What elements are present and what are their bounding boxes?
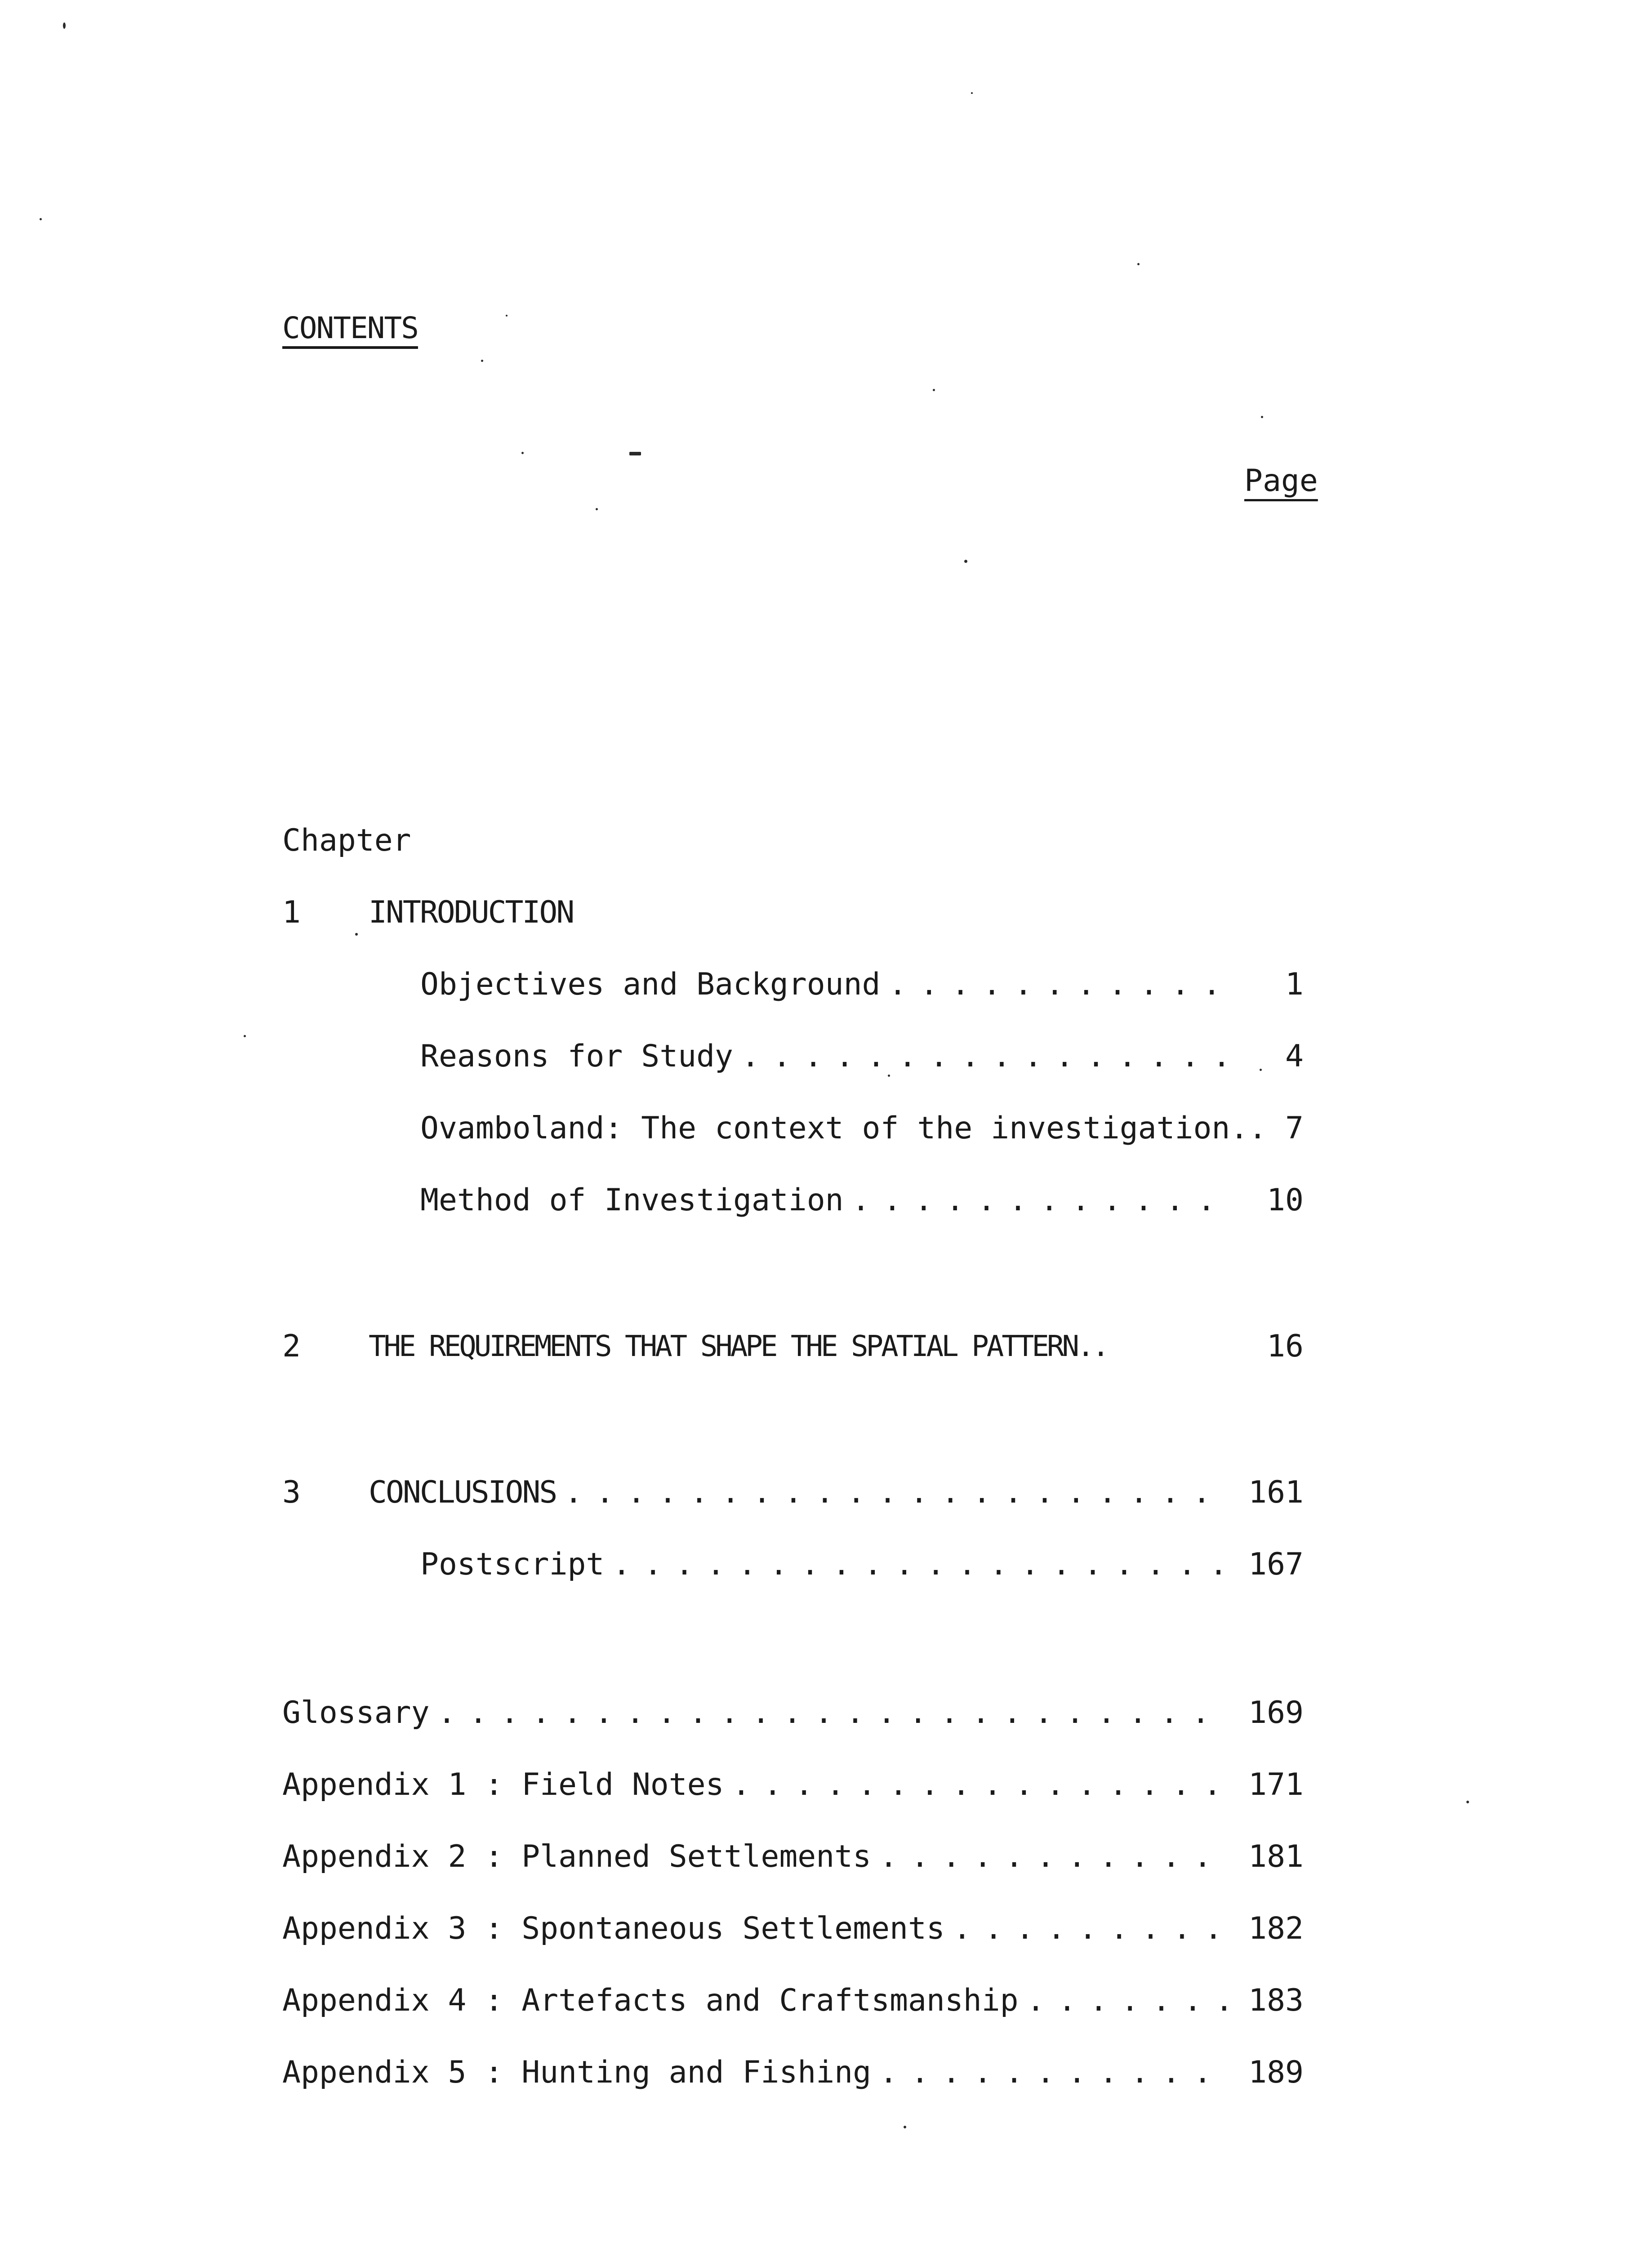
- scan-speck: [1261, 416, 1263, 418]
- back-matter-page: 182: [1248, 1911, 1304, 1946]
- toc-entry-title: Method of Investigation: [420, 1182, 844, 1218]
- scan-speck: [521, 452, 524, 454]
- chapter-3-page: 161: [1248, 1475, 1304, 1510]
- back-matter-title: Appendix 2 : Planned Settlements: [282, 1839, 872, 1874]
- back-matter-page: 189: [1248, 2055, 1304, 2090]
- back-matter-page: 169: [1248, 1695, 1304, 1731]
- chapter-2-page: 16: [1267, 1329, 1304, 1364]
- chapter-3-title: CONCLUSIONS: [369, 1475, 557, 1510]
- toc-entry-page: 167: [1248, 1547, 1304, 1582]
- back-matter-page: 171: [1248, 1767, 1304, 1802]
- chapter-3-entry: [369, 1475, 1229, 1511]
- leader-dots: [724, 1767, 1229, 1803]
- leader-dots: [556, 1475, 1229, 1511]
- chapter-label: Chapter: [282, 823, 411, 858]
- toc-entry-title: Ovamboland: The context of the investigation..: [420, 1111, 1267, 1146]
- leader-dots: [945, 1911, 1229, 1947]
- chapter-1-number: 1: [282, 895, 301, 930]
- leader-dots: [871, 1839, 1229, 1875]
- scan-speck: [971, 92, 973, 94]
- leader-dots: [1019, 1983, 1229, 2019]
- chapter-1-title: INTRODUCTION: [369, 895, 574, 930]
- chapter-2-entry: [369, 1329, 1229, 1365]
- toc-entry-title: Reasons for Study: [420, 1039, 733, 1074]
- leader-dots: [881, 967, 1230, 1003]
- scan-speck: [244, 1035, 246, 1037]
- back-matter-entry: [282, 1983, 1229, 2019]
- toc-entry: [420, 1111, 1267, 1146]
- back-matter-entry: [282, 1911, 1229, 1947]
- leader-dots: [871, 2055, 1229, 2091]
- back-matter-entry: [282, 2055, 1229, 2091]
- back-matter-title: Appendix 1 : Field Notes: [282, 1767, 724, 1802]
- leader-dots: [430, 1695, 1229, 1731]
- back-matter-title: Glossary: [282, 1695, 430, 1731]
- scan-speck: [1137, 263, 1140, 265]
- chapter-2-number: 2: [282, 1329, 301, 1364]
- scan-speck: [1466, 1801, 1469, 1803]
- scan-speck: [63, 22, 66, 29]
- back-matter-entry: [282, 1767, 1229, 1803]
- scan-speck: [629, 452, 641, 455]
- back-matter-title: Appendix 5 : Hunting and Fishing: [282, 2055, 872, 2090]
- page-column-label: Page: [1244, 463, 1318, 499]
- chapter-2-title: THE REQUIREMENTS THAT SHAPE THE SPATIAL PATTERN..: [369, 1330, 1108, 1363]
- toc-entry-title: Postscript: [420, 1547, 605, 1582]
- scan-speck: [933, 389, 935, 391]
- toc-entry: [420, 1039, 1229, 1075]
- toc-entry-title: Objectives and Background: [420, 967, 881, 1002]
- chapter-3-number: 3: [282, 1475, 301, 1510]
- back-matter-page: 181: [1248, 1839, 1304, 1874]
- toc-entry: [420, 967, 1229, 1003]
- scan-speck: [888, 1075, 890, 1077]
- toc-entry-page: 7: [1285, 1111, 1304, 1146]
- scan-speck: [481, 360, 483, 362]
- toc-entry-page: 4: [1285, 1039, 1304, 1074]
- scan-speck: [1260, 1069, 1262, 1071]
- scan-speck: [506, 315, 508, 317]
- scan-speck: [40, 218, 42, 220]
- leader-dots: [604, 1547, 1229, 1583]
- scan-speck: [964, 560, 967, 563]
- scan-speck: [355, 933, 358, 936]
- toc-entry: [420, 1547, 1229, 1583]
- leader-dots: [844, 1182, 1229, 1218]
- leader-dots: [733, 1039, 1229, 1075]
- back-matter-entry: [282, 1839, 1229, 1875]
- back-matter-title: Appendix 4 : Artefacts and Craftsmanship: [282, 1983, 1019, 2018]
- contents-heading: CONTENTS: [282, 311, 418, 345]
- toc-entry: [420, 1182, 1229, 1218]
- scan-speck: [904, 2126, 906, 2128]
- toc-entry-page: 1: [1285, 967, 1304, 1002]
- back-matter-page: 183: [1248, 1983, 1304, 2018]
- back-matter-title: Appendix 3 : Spontaneous Settlements: [282, 1911, 945, 1946]
- back-matter-entry: [282, 1695, 1229, 1731]
- toc-entry-page: 10: [1267, 1182, 1304, 1218]
- scan-speck: [596, 508, 598, 510]
